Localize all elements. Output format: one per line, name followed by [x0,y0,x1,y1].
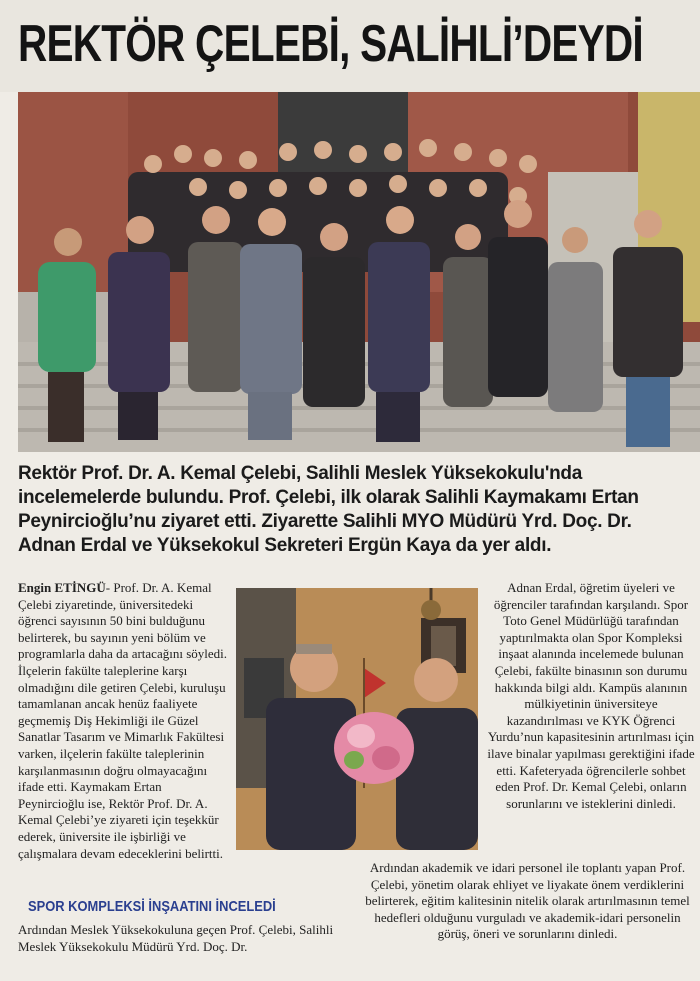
col-left2-text: Ardından Meslek Yüksekokuluna geçen Prof. Çelebi, Salihli Meslek Yüksekokulu Müdürü Yrd. Doç. Dr. [18,922,334,954]
article-column-right [486,580,696,812]
group-photo [18,92,700,452]
headline-bar [0,0,700,92]
article-column-bottom [360,860,695,943]
lead-paragraph: Rektör Prof. Dr. A. Kemal Çelebi, Salihli Meslek Yüksekokulu'nda incelemelerde bulundu. Prof. Çelebi, ilk olarak Salihli Kaymakamı Ertan Peynircioğlu’nu ziyaret etti. Ziyarette Salihli MYO Müdürü Yrd. Doç. Dr. Adnan Erdal ve Yüksekokul Sekreteri Ergün Kaya da yer aldı. [18,463,639,556]
article-paragraph [18,580,230,862]
col-left-text: - Prof. Dr. A. Kemal Çelebi ziyaretinde, üniversitedeki öğrenci sayısının 50 bini bulduğunu belirterek, bu sayının yeni bölüm ve programlarla daha da artacağını söyledi. İlçelerin fakülte taleplerine karşı olmadığını dile getiren Çelebi, kuruluşu tamamlanan ancak henüz faaliyete geçmemiş Diş Hekimliği ile Güzel Sanatlar Tasarım ve Mimarlık Fakültesi varken, ilçelerin fakülte taleplerinin karşılanmasının doğru olmayacağını ifade etti. Kaymakam Ertan Peynircioğlu ise, Rektör Prof. Dr. A. Kemal Çelebi’ye ziyareti için teşekkür ederek, üniversite ile işbirliği ve çalışmalara devam edeceklerini belirtti. [18,580,227,861]
headline: REKTÖR ÇELEBİ, SALİHLİ’DEYDİ [18,15,643,73]
byline: Engin ETİNGÜ [18,580,106,595]
col-bottom-text: Ardından akademik ve idari personel ile toplantı yapan Prof. Çelebi, yönetim olarak ehliyet ve liyakate önem verdiklerini belirterek, eğitim kalitesinin nitelik olarak artırılmasının temel hedefleri olduğunu vurguladı ve akademik-idari personelin görüş, öneri ve sorunlarını dinledi. [365,860,690,942]
article-column-left-continued [18,922,358,955]
subheading: SPOR KOMPLEKSİ İNŞAATINI İNCELEDİ [28,898,276,915]
article-column-left [18,580,230,862]
col-right-text: Adnan Erdal, öğretim üyeleri ve öğrenciler tarafından karşılandı. Spor Toto Genel Müdürlüğü tarafından yaptırılmakta olan Spor Kompleksi inşaat alanında incelemede bulunan Çelebi, fakülte binasının son durumu hakkında bilgi aldı. Kampüs alanının mülkiyetinin üniversiteye kazandırılması ve KYK Öğrenci Yurdu’nun kapasitesinin artırılması için ilave binalar yapılması gerektiğini ifade etti. Kafeteryada öğrencilerle sohbet eden Prof. Dr. Kemal Çelebi, onların sorunlarını ve isteklerini dinledi. [487,580,695,811]
visit-photo [236,588,478,850]
